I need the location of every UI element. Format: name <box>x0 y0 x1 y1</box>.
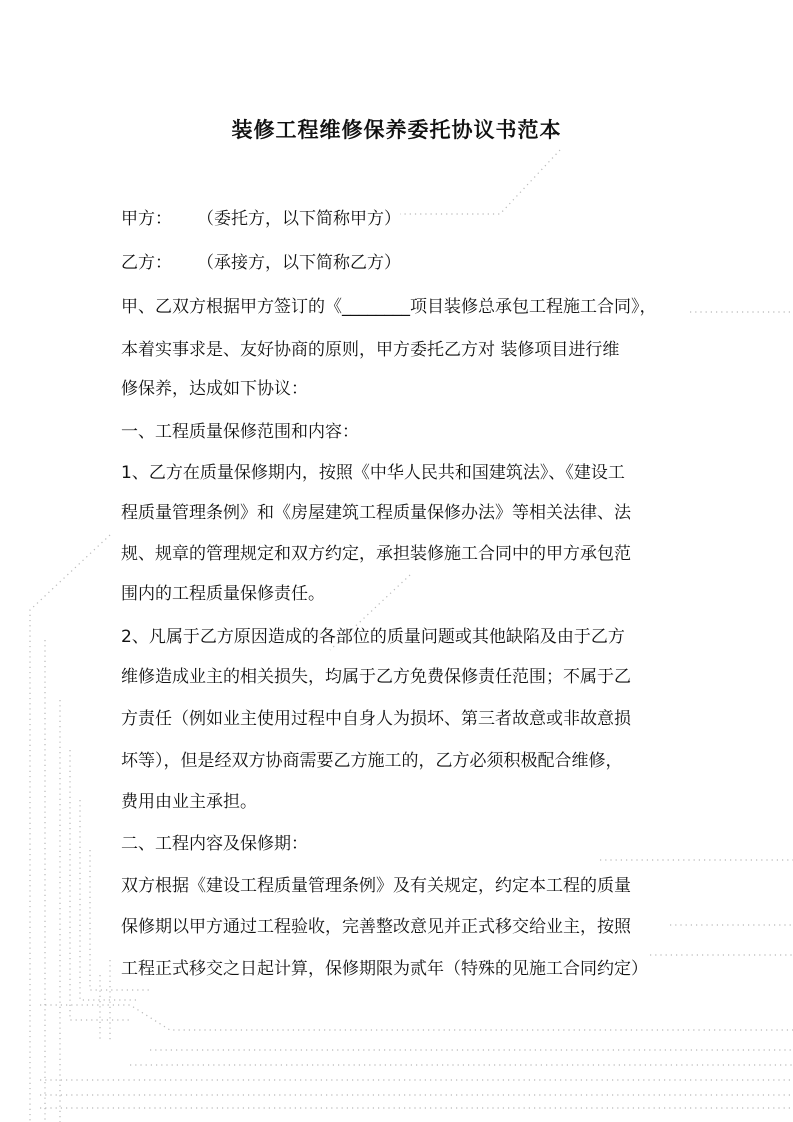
section1-item1-line: 1、乙方在质量保修期内，按照《中华人民共和国建筑法》、《建设工 <box>121 463 625 483</box>
section2-heading: 二、工程内容及保修期： <box>121 834 308 854</box>
section1-item2-line: 方责任（例如业主使用过程中自身人为损坏、第三者故意或非故意损 <box>121 709 631 729</box>
section2-text-line: 双方根据《建设工程质量管理条例》及有关规定，约定本工程的质量 <box>121 876 631 896</box>
party-a-line <box>121 209 401 229</box>
party-b-line <box>121 253 401 273</box>
section2-text-line: 保修期以甲方通过工程验收，完善整改意见并正式移交给业主，按照 <box>121 917 631 937</box>
section1-item2-line: 2、凡属于乙方原因造成的各部位的质量问题或其他缺陷及由于乙方 <box>121 627 625 647</box>
preamble-line: 本着实事求是、友好协商的原则，甲方委托乙方对 装修项目进行维 <box>121 340 620 360</box>
section2-text-line: 工程正式移交之日起计算，保修期限为贰年（特殊的见施工合同约定） <box>121 959 648 979</box>
section1-item1-line: 规、规章的管理规定和双方约定，承担装修施工合同中的甲方承包范 <box>121 544 631 564</box>
preamble-line: 甲、乙双方根据甲方签订的《________项目装修总承包工程施工合同》， <box>121 297 657 317</box>
section1-item2-line: 费用由业主承担。 <box>121 792 257 812</box>
section1-item2-line: 维修造成业主的相关损失，均属于乙方免费保修责任范围；不属于乙 <box>121 667 631 687</box>
document-title: 装修工程维修保养委托协议书范本 <box>231 118 562 142</box>
party-a-label: 甲方： <box>121 209 172 229</box>
party-b-desc: （承接方，以下简称乙方） <box>197 253 401 273</box>
party-b-label: 乙方： <box>121 253 172 273</box>
section1-heading: 一、工程质量保修范围和内容： <box>121 422 359 442</box>
section1-item1-line: 程质量管理条例》和《房屋建筑工程质量保修办法》等相关法律、法 <box>121 503 631 523</box>
section1-item1-line: 围内的工程质量保修责任。 <box>121 584 325 604</box>
section1-item2-line: 坏等），但是经双方协商需要乙方施工的，乙方必须积极配合维修， <box>121 751 623 771</box>
preamble-line: 修保养，达成如下协议： <box>121 379 308 399</box>
party-a-desc: （委托方，以下简称甲方） <box>197 209 401 229</box>
